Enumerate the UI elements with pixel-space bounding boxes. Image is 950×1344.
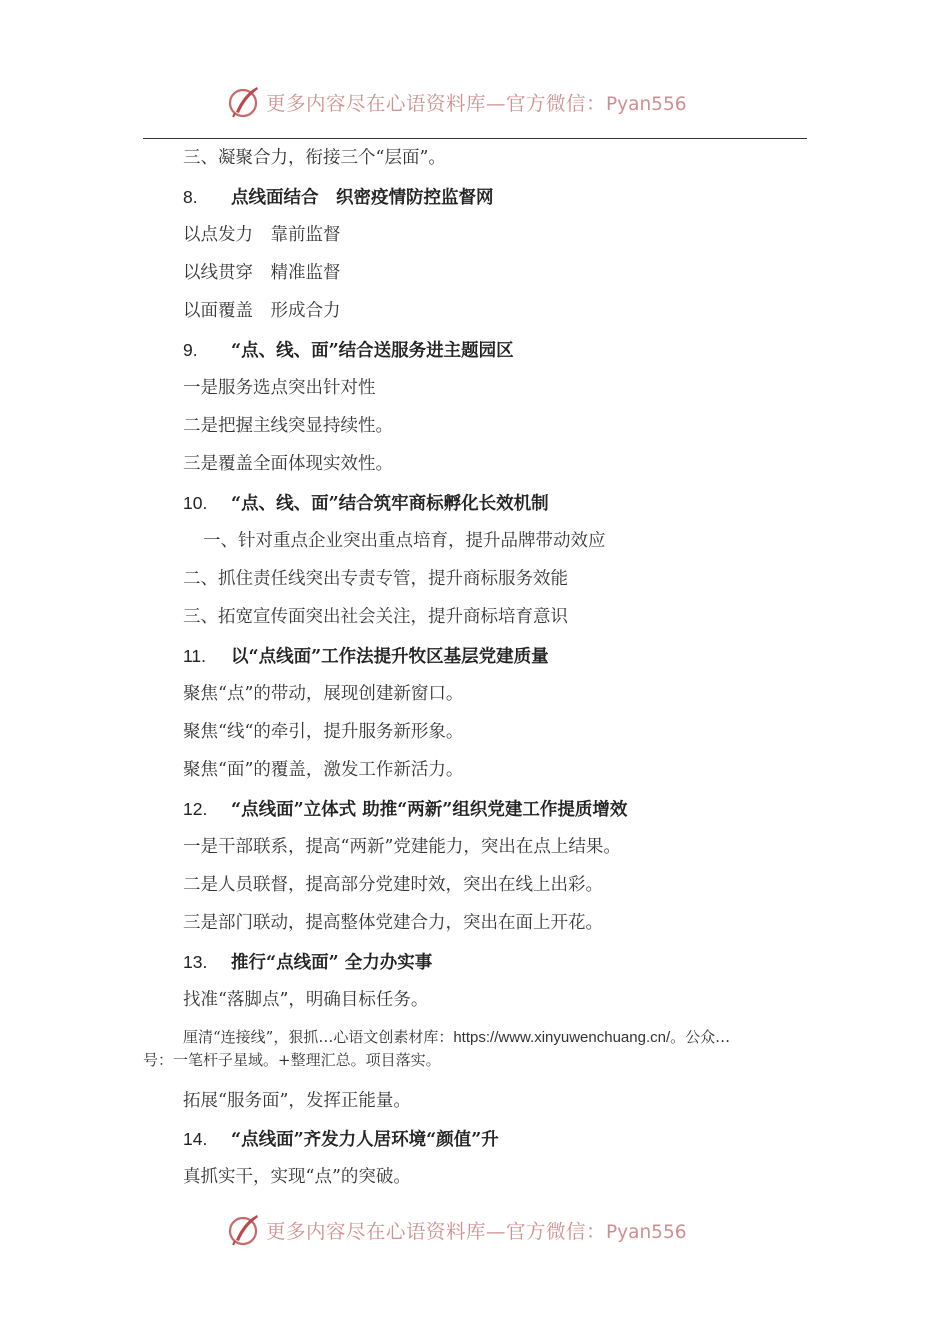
paragraph: 拓展“服务面”，发挥正能量。 bbox=[183, 1091, 411, 1111]
paragraph: 三、凝聚合力，衔接三个“层面”。 bbox=[183, 148, 446, 168]
section-heading-12 bbox=[183, 797, 627, 822]
paragraph: 聚焦“点”的带动，展现创建新窗口。 bbox=[183, 684, 464, 704]
quill-pen-icon bbox=[226, 1212, 262, 1248]
paragraph: 二是人员联督，提高部分党建时效，突出在线上出彩。 bbox=[183, 875, 603, 895]
heading-number: 10. bbox=[183, 493, 208, 513]
source-link[interactable]: https://www.xinyuwenchuang.cn/ bbox=[453, 1029, 671, 1046]
paragraph: 二、抓住责任线突出专责专管，提升商标服务效能 bbox=[183, 569, 568, 589]
paragraph: 找准“落脚点”，明确目标任务。 bbox=[183, 990, 429, 1010]
heading-title: “点、线、面”结合送服务进主题园区 bbox=[231, 341, 514, 361]
banner-text: 更多内容尽在心语资料库—官方微信：Pyan556 bbox=[266, 1220, 687, 1243]
paragraph-line: 厘清“连接线”，狠抓…心语文创素材库：https://www.xinyuwenchuang.cn/。公众… bbox=[183, 1028, 731, 1046]
heading-title: 推行“点线面” 全力办实事 bbox=[231, 953, 433, 973]
footer-banner bbox=[226, 1208, 746, 1252]
banner-text: 更多内容尽在心语资料库—官方微信：Pyan556 bbox=[266, 92, 687, 115]
wechat-id: Pyan556 bbox=[606, 94, 687, 115]
section-heading-10 bbox=[183, 491, 549, 516]
heading-title: 点线面结合 织密疫情防控监督网 bbox=[231, 188, 494, 208]
paragraph: 聚焦“线“的牵引，提升服务新形象。 bbox=[183, 722, 464, 742]
paragraph-line: 号：一笔杆子星域。+整理汇总。项目落实。 bbox=[143, 1051, 441, 1069]
heading-title: “点、线、面”结合筑牢商标孵化长效机制 bbox=[231, 494, 549, 514]
heading-number: 14. bbox=[183, 1129, 208, 1149]
paragraph: 一、针对重点企业突出重点培育，提升品牌带动效应 bbox=[203, 531, 606, 551]
paragraph: 以线贯穿 精准监督 bbox=[183, 263, 341, 283]
section-heading-13 bbox=[183, 950, 432, 975]
header-rule bbox=[143, 138, 807, 139]
heading-number: 9. bbox=[183, 340, 198, 360]
paragraph: 聚焦“面”的覆盖，激发工作新活力。 bbox=[183, 760, 464, 780]
paragraph: 真抓实干，实现“点”的突破。 bbox=[183, 1167, 411, 1187]
quill-pen-icon bbox=[226, 84, 262, 120]
paragraph: 二是把握主线突显持续性。 bbox=[183, 416, 393, 436]
section-heading-8 bbox=[183, 185, 494, 210]
paragraph: 以点发力 靠前监督 bbox=[183, 225, 341, 245]
watermark-paragraph bbox=[143, 1026, 808, 1071]
heading-number: 11. bbox=[183, 646, 207, 666]
heading-title: “点线面”齐发力人居环境“颜值”升 bbox=[231, 1130, 499, 1150]
section-heading-14 bbox=[183, 1127, 499, 1152]
paragraph: 一是干部联系，提高“两新”党建能力，突出在点上结果。 bbox=[183, 837, 621, 857]
section-heading-11 bbox=[183, 644, 549, 669]
heading-number: 12. bbox=[183, 799, 208, 819]
wechat-id: Pyan556 bbox=[606, 1222, 687, 1243]
header-banner bbox=[226, 80, 746, 124]
paragraph: 三是部门联动，提高整体党建合力，突出在面上开花。 bbox=[183, 913, 603, 933]
heading-title: 以“点线面”工作法提升牧区基层党建质量 bbox=[231, 647, 549, 667]
paragraph: 三、拓宽宣传面突出社会关注，提升商标培育意识 bbox=[183, 607, 568, 627]
paragraph: 三是覆盖全面体现实效性。 bbox=[183, 454, 393, 474]
paragraph: 以面覆盖 形成合力 bbox=[183, 301, 341, 321]
heading-number: 13. bbox=[183, 952, 208, 972]
section-heading-9 bbox=[183, 338, 514, 363]
heading-number: 8. bbox=[183, 187, 198, 207]
heading-title: “点线面”立体式 助推“两新”组织党建工作提质增效 bbox=[231, 800, 628, 820]
paragraph: 一是服务选点突出针对性 bbox=[183, 378, 376, 398]
